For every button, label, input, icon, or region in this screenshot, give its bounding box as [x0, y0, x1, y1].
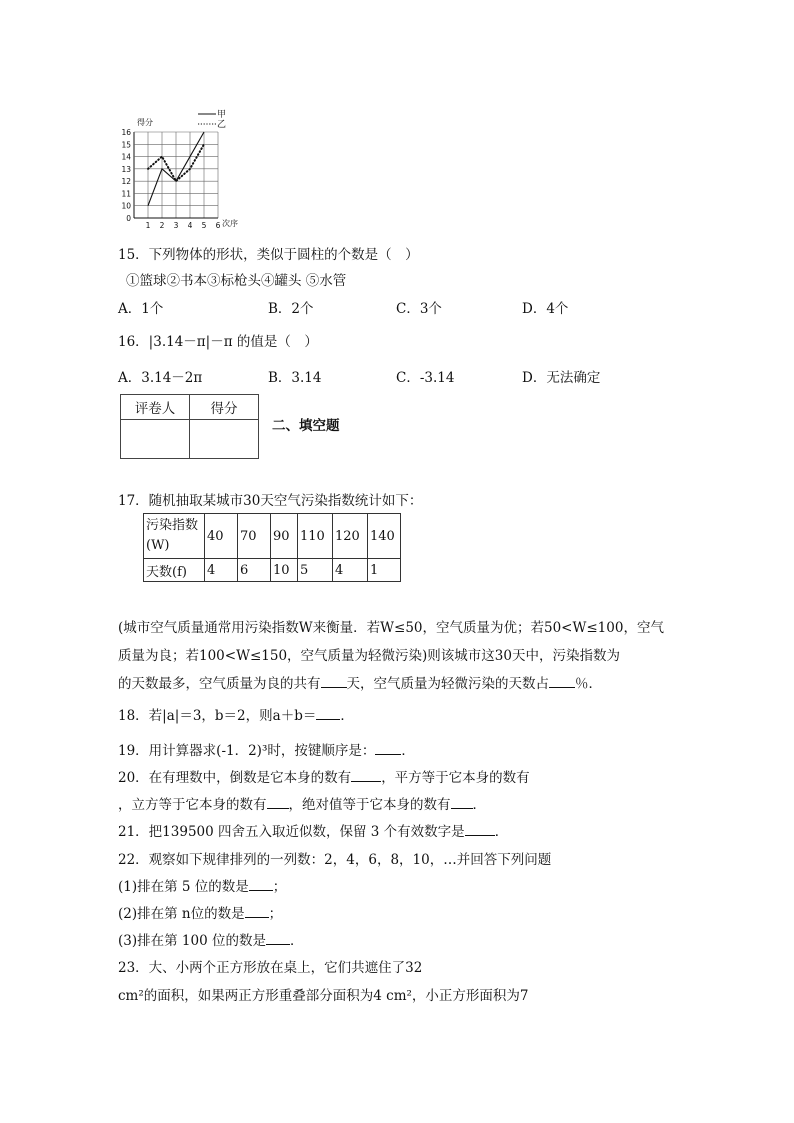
x-tick-labels: [146, 221, 221, 230]
q22-part3: [118, 932, 303, 950]
x-tick-label: 6: [215, 221, 221, 230]
x-tick-label: 3: [173, 221, 179, 230]
y-tick-label: 16: [121, 128, 131, 137]
pollution-f-cell: 6: [238, 559, 271, 582]
pollution-w-cell: 90: [271, 514, 298, 559]
q21-end: ．: [494, 824, 509, 840]
q17-desc-line3: [118, 675, 602, 693]
q20-text-a: 20．在有理数中，倒数是它本身的数有: [118, 770, 352, 786]
y-tick-labels: [121, 128, 131, 223]
q17-desc3c: ％．: [575, 676, 602, 692]
q17-desc-line1: (城市空气质量通常用污染指数W来衡量．若W≤50，空气质量为优；若50<W≤100，空气: [118, 620, 664, 636]
q17-desc3a: 的天数最多，空气质量为良的共有: [118, 676, 321, 692]
q23-line2: cm²的面积，如果两正方形重叠部分面积为4 cm²，小正方形面积为7: [118, 988, 529, 1004]
q22-part1: [118, 878, 286, 896]
y-tick-label: 0: [126, 214, 131, 223]
pollution-f-cell: 5: [298, 559, 333, 582]
score-table-header-grader: 评卷人: [121, 395, 190, 420]
q22-blank-3[interactable]: [266, 932, 290, 945]
pollution-f-cell: 4: [333, 559, 368, 582]
q20-text-c: ，立方等于它本身的数有: [118, 797, 267, 813]
pollution-w-cell: 110: [298, 514, 333, 559]
q17-blank-1[interactable]: [321, 675, 347, 688]
q16-option-d[interactable]: D．无法确定: [522, 370, 601, 386]
q20-blank-2[interactable]: [267, 796, 289, 809]
q22-part3-text: (3)排在第 100 位的数是: [118, 933, 266, 949]
q16-option-c[interactable]: C．-3.14: [396, 370, 455, 386]
q15-option-b[interactable]: B．2个: [268, 301, 314, 317]
q19-end: ．: [401, 743, 415, 759]
q20-line1: [118, 769, 530, 787]
q20-blank-1[interactable]: [351, 769, 381, 782]
score-table-cell-grader[interactable]: [121, 420, 190, 459]
q19: [118, 742, 415, 760]
q18: [118, 707, 354, 725]
q22-blank-1[interactable]: [249, 878, 273, 891]
x-tick-label: 1: [145, 221, 151, 230]
q22-stem: 22．观察如下规律排列的一列数：2，4，6，8，10，…并回答下列问题: [118, 852, 552, 868]
pollution-f-cell: 1: [368, 559, 401, 582]
q15-option-a[interactable]: A．1个: [118, 301, 164, 317]
chart-ylabel: 得分: [137, 118, 153, 127]
pollution-table-row-head-f: 天数(f): [144, 559, 205, 582]
q21-blank[interactable]: [465, 823, 495, 836]
chart-legend: [198, 109, 226, 130]
q17-desc-line2: 质量为良；若100<W≤150，空气质量为轻微污染)则该城市这30天中，污染指数为: [118, 648, 620, 664]
y-tick-label: 12: [121, 177, 131, 187]
q21: [118, 823, 508, 841]
section-title: 二、填空题: [272, 418, 340, 434]
y-tick-label: 11: [121, 189, 131, 199]
chart-xlabel: 次序: [222, 219, 238, 228]
pollution-table: [143, 513, 401, 582]
q20-line2: [118, 796, 486, 814]
q15-option-d[interactable]: D．4个: [522, 301, 569, 317]
q22-part2-text: (2)排在第 n位的数是: [118, 906, 245, 922]
q15-stem: 15．下列物体的形状，类似于圆柱的个数是（ ）: [118, 247, 419, 263]
score-line-chart: [118, 106, 258, 230]
q15-items: ①篮球②书本③标枪头④罐头 ⑤水管: [126, 273, 347, 289]
q17-stem: 17．随机抽取某城市30天空气污染指数统计如下：: [118, 493, 423, 509]
q16-stem: 16．|3.14－π|－π 的值是（ ）: [118, 334, 318, 350]
q19-text: 19．用计算器求(-1．2)³时，按键顺序是：: [118, 743, 376, 759]
legend-label-yi: 乙: [217, 120, 227, 130]
q17-blank-2[interactable]: [549, 675, 575, 688]
q22-part1-text: (1)排在第 5 位的数是: [118, 879, 249, 895]
pollution-w-cell: 40: [205, 514, 238, 559]
x-tick-label: 4: [187, 221, 193, 230]
q19-blank[interactable]: [375, 742, 401, 755]
pollution-f-cell: 10: [271, 559, 298, 582]
score-table: [120, 394, 259, 459]
q20-blank-3[interactable]: [451, 796, 473, 809]
q18-text: 18．若|a|＝3，b＝2，则a＋b＝: [118, 708, 317, 724]
q22-part2: [118, 905, 282, 923]
y-tick-label: 13: [121, 164, 131, 174]
q22-part1-end: ；: [272, 879, 287, 895]
q23-line1: 23．大、小两个正方形放在桌上，它们共遮住了32: [118, 960, 423, 976]
pollution-w-cell: 120: [333, 514, 368, 559]
q17-desc3b: 天，空气质量为轻微污染的天数占: [346, 676, 549, 692]
chart-grid: [134, 132, 218, 218]
q21-text: 21．把139500 四舍五入取近似数，保留 3 个有效数字是: [118, 824, 465, 840]
pollution-w-cell: 140: [368, 514, 401, 559]
y-tick-label: 14: [121, 152, 131, 162]
q22-part3-end: ．: [289, 933, 304, 949]
q16-option-a[interactable]: A．3.14－2π: [118, 370, 203, 386]
legend-label-jia: 甲: [217, 110, 227, 120]
pollution-f-cell: 4: [205, 559, 238, 582]
score-table-header-score: 得分: [190, 395, 259, 420]
x-tick-label: 2: [159, 221, 165, 230]
q18-blank[interactable]: [316, 707, 340, 720]
pollution-w-cell: 70: [238, 514, 271, 559]
pollution-table-row-head-w: 污染指数(W): [144, 514, 205, 559]
q20-text-d: ，绝对值等于它本身的数有: [288, 797, 451, 813]
y-tick-label: 15: [121, 140, 131, 150]
q20-text-b: ，平方等于它本身的数有: [381, 770, 530, 786]
q15-option-c[interactable]: C．3个: [396, 301, 442, 317]
y-tick-label: 10: [121, 201, 131, 211]
score-table-cell-score[interactable]: [190, 420, 259, 459]
q22-part2-end: ；: [268, 906, 283, 922]
q16-option-b[interactable]: B．3.14: [268, 370, 322, 386]
q18-end: ．: [340, 708, 354, 724]
q22-blank-2[interactable]: [245, 905, 269, 918]
q20-text-e: ．: [472, 797, 486, 813]
x-tick-label: 5: [201, 221, 207, 230]
